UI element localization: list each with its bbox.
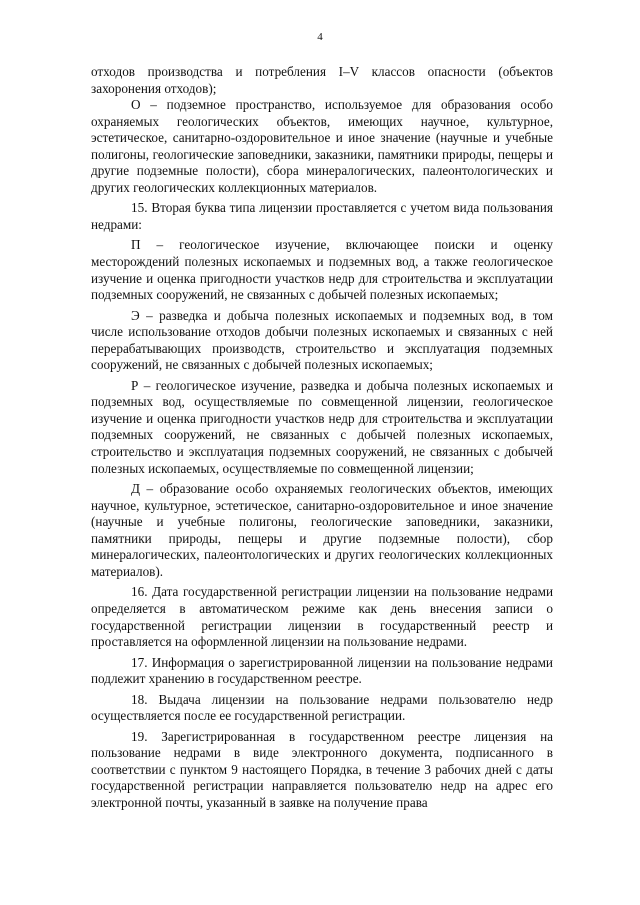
paragraph-11: 19. Зарегистрированная в государственном реестре лицензия на пользование недрами в виде электронного документа, подписанного в соответствии с пунктом 9 настоящего Порядка, в течение 3 рабочих дней с даты государственной регистрации направляется пользователю недр на адрес его электронной почты, указанный в заявке на получение права (91, 728, 553, 810)
paragraph-3: 15. Вторая буква типа лицензии проставляется с учетом вида пользования недрами: (91, 200, 553, 232)
paragraph-7: Д – образование особо охраняемых геологических объектов, имеющих научное, культурное, эстетическое, санитарно-оздоровительное и иное значение (научные и учебные полигоны, геологические заповедники, заказники, памятники природы, пещеры и другие подземные полости), сбор минералогических, палеонтологических и других геологических коллекционных материалов). (91, 481, 553, 579)
document-body (91, 64, 553, 812)
paragraph-2: О – подземное пространство, используемое для образования особо охраняемых геологических объектов, имеющих научное, культурное, эстетическое, санитарно-оздоровительное и иное значение (научные и учебные полигоны, геологические заповедники, заказники, памятники природы, пещеры и другие подземные полости), сбора минералогических, палеонтологических и других геологических коллекционных материалов. (91, 97, 553, 195)
paragraph-5: Э – разведка и добыча полезных ископаемых и подземных вод, в том числе использование отходов добычи полезных ископаемых и связанных с ней перерабатывающих производств, строительство и эксплуатация подземных сооружений, не связанных с добычей полезных ископаемых; (91, 307, 553, 373)
paragraph-10: 18. Выдача лицензии на пользование недрами пользователю недр осуществляется после ее государственной регистрации. (91, 691, 553, 724)
paragraph-8: 16. Дата государственной регистрации лицензии на пользование недрами определяется в автоматическом режиме как день внесения записи о государственной регистрации лицензии в государственный реестр и проставляется на оформленной лицензии на пользование недрами. (91, 584, 553, 650)
paragraph-4: П – геологическое изучение, включающее поиски и оценку месторождений полезных ископаемых и подземных вод, а также геологическое изучение и оценка пригодности участков недр для строительства и эксплуатации подземных сооружений, не связанных с добычей полезных ископаемых; (91, 237, 553, 303)
paragraph-6: Р – геологическое изучение, разведка и добыча полезных ископаемых и подземных вод, осуществляемые по совмещенной лицензии, геологическое изучение и оценка пригодности участков недр для строительства и эксплуатации подземных сооружений, не связанных с добычей полезных ископаемых, строительство и эксплуатация подземных сооружений, не связанных с добычей полезных ископаемых, осуществляемые по совмещенной лицензии; (91, 377, 553, 476)
page-number: 4 (317, 31, 323, 43)
paragraph-1: отходов производства и потребления I–V классов опасности (объектов захоронения отходов); (91, 64, 553, 96)
paragraph-9: 17. Информация о зарегистрированной лицензии на пользование недрами подлежит хранению в государственном реестре. (91, 654, 553, 687)
